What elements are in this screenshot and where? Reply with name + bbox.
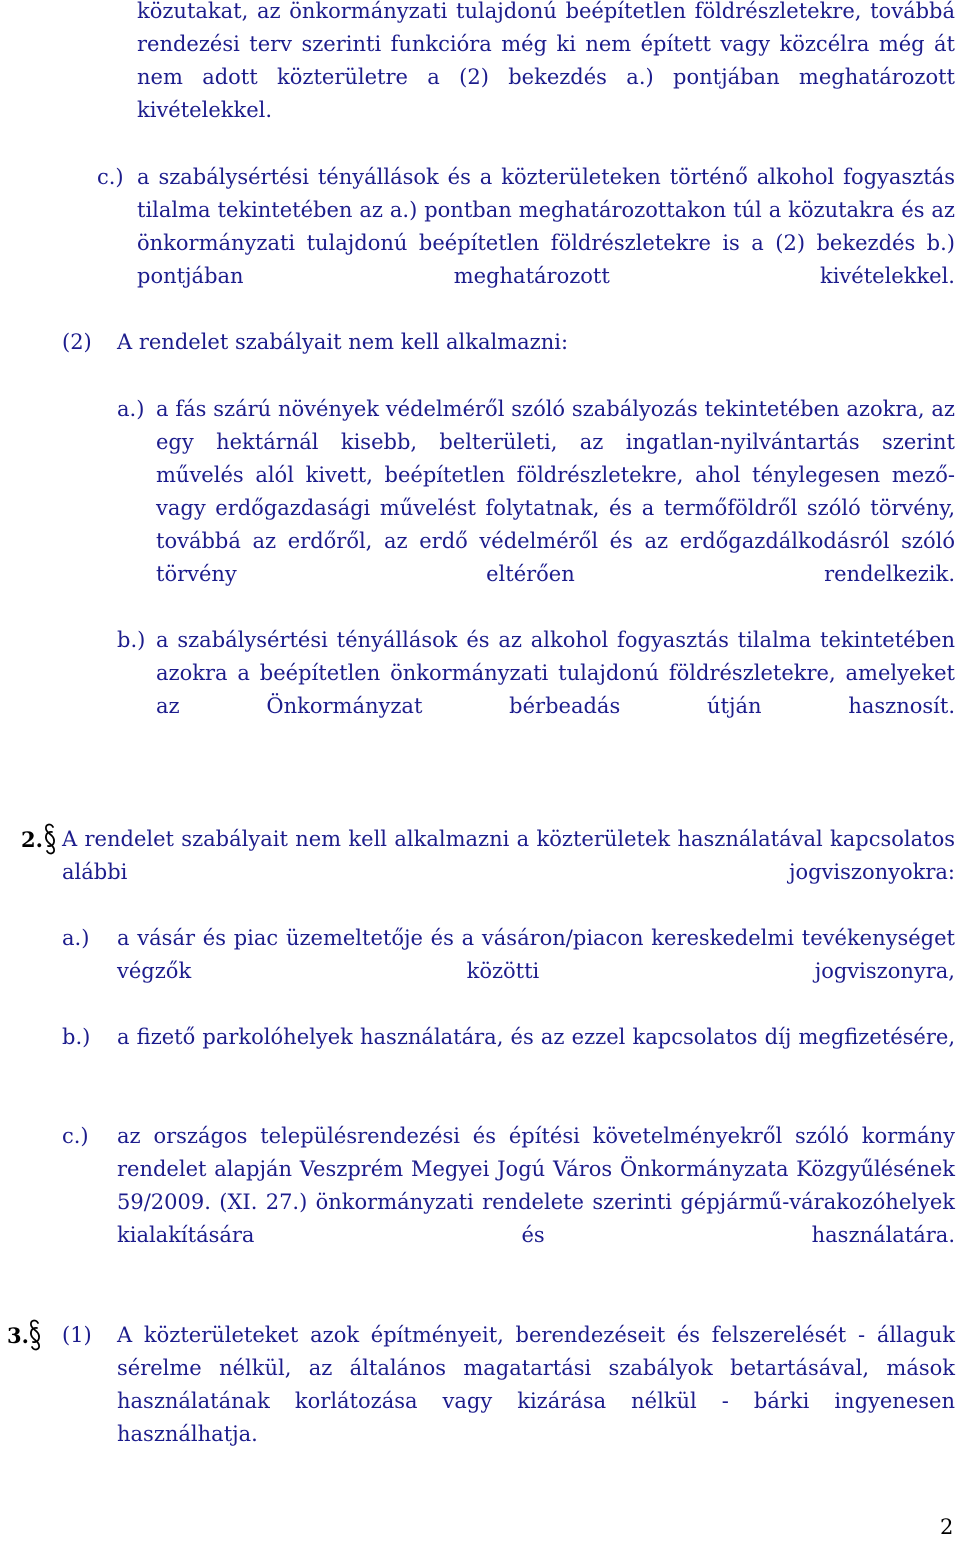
para-2-item-b-label: b.) <box>117 628 146 652</box>
section-sign-icon <box>43 822 57 856</box>
section-3-text: A közterületeket azok építményeit, berendezéseit és felszerelését - állaguk sérelme nélkül, az általános magatartási szabályok betartásával, mások használatának korlátozása vagy kizárása nélkül - bárki ingyenesen használhatja. <box>117 1323 955 1446</box>
section-2-item-b-label: b.) <box>62 1025 91 1049</box>
section-3-para-label: (1) <box>62 1323 92 1347</box>
section-2-item-a-label: a.) <box>62 926 90 950</box>
section-2-item-b-text: a fizető parkolóhelyek használatára, és az ezzel kapcsolatos díj megfizetésére, <box>117 1025 955 1049</box>
section-2-item-c-text: az országos településrendezési és építési követelményekről szóló kormány rendelet alapján Veszprém Megyei Jogú Város Önkormányzata Közgyűlésének 59/2009. (XI. 27.) önkormányzati rendelete szerinti gépjármű-várakozóhelyek kialakítására és használatára. <box>117 1124 955 1247</box>
item-c-text: a szabálysértési tényállások és a közterületeken történő alkohol fogyasztás tilalma tekintetében az a.) pontban meghatározottakon túl a közutakra és az önkormányzati tulajdonú beépítetlen földrészletekre is a (2) bekezdés b.) pontjában meghatározott kivételekkel. <box>137 165 955 288</box>
para-2-label: (2) <box>62 330 92 354</box>
section-2-item-a-text: a vásár és piac üzemeltetője és a vásáron/piacon kereskedelmi tevékenységet végzők közötti jogviszonyra, <box>117 926 955 983</box>
para-2-item-a-text: a fás szárú növények védelméről szóló szabályozás tekintetében azokra, az egy hektárnál kisebb, belterületi, az ingatlan-nyilvántartás szerint művelés alól kivett, beépítetlen földrészletekre, ahol ténylegesen mező- vagy erdőgazdasági művelést folytatnak, és a termőföldről szóló törvény, továbbá az erdőről, az erdő védelméről és az erdőgazdálkodásról szóló törvény eltérően rendelkezik. <box>156 397 955 586</box>
section-3-number: 3. <box>7 1323 29 1348</box>
section-2-intro: A rendelet szabályait nem kell alkalmazni a közterületek használatával kapcsolatos alábbi jogviszonyokra: <box>62 827 955 884</box>
continuation-paragraph: közutakat, az önkormányzati tulajdonú beépítetlen földrészletekre, továbbá rendezési terv szerinti funkcióra még ki nem épített vagy közcélra még át nem adott közterületre a (2) bekezdés a.) pontjában meghatározott kivételekkel. <box>137 0 955 122</box>
para-2-text: A rendelet szabályait nem kell alkalmazni: <box>117 330 569 354</box>
para-2-item-a-label: a.) <box>117 397 145 421</box>
section-2-number: 2. <box>21 827 43 852</box>
section-sign-icon <box>28 1318 42 1352</box>
section-2-item-c-label: c.) <box>62 1124 89 1148</box>
page-number: 2 <box>940 1515 954 1539</box>
item-c-label: c.) <box>97 165 124 189</box>
para-2-item-b-text: a szabálysértési tényállások és az alkohol fogyasztás tilalma tekintetében azokra a beépítetlen önkormányzati tulajdonú földrészletekre, amelyeket az Önkormányzat bérbeadás útján hasznosít. <box>156 628 955 718</box>
